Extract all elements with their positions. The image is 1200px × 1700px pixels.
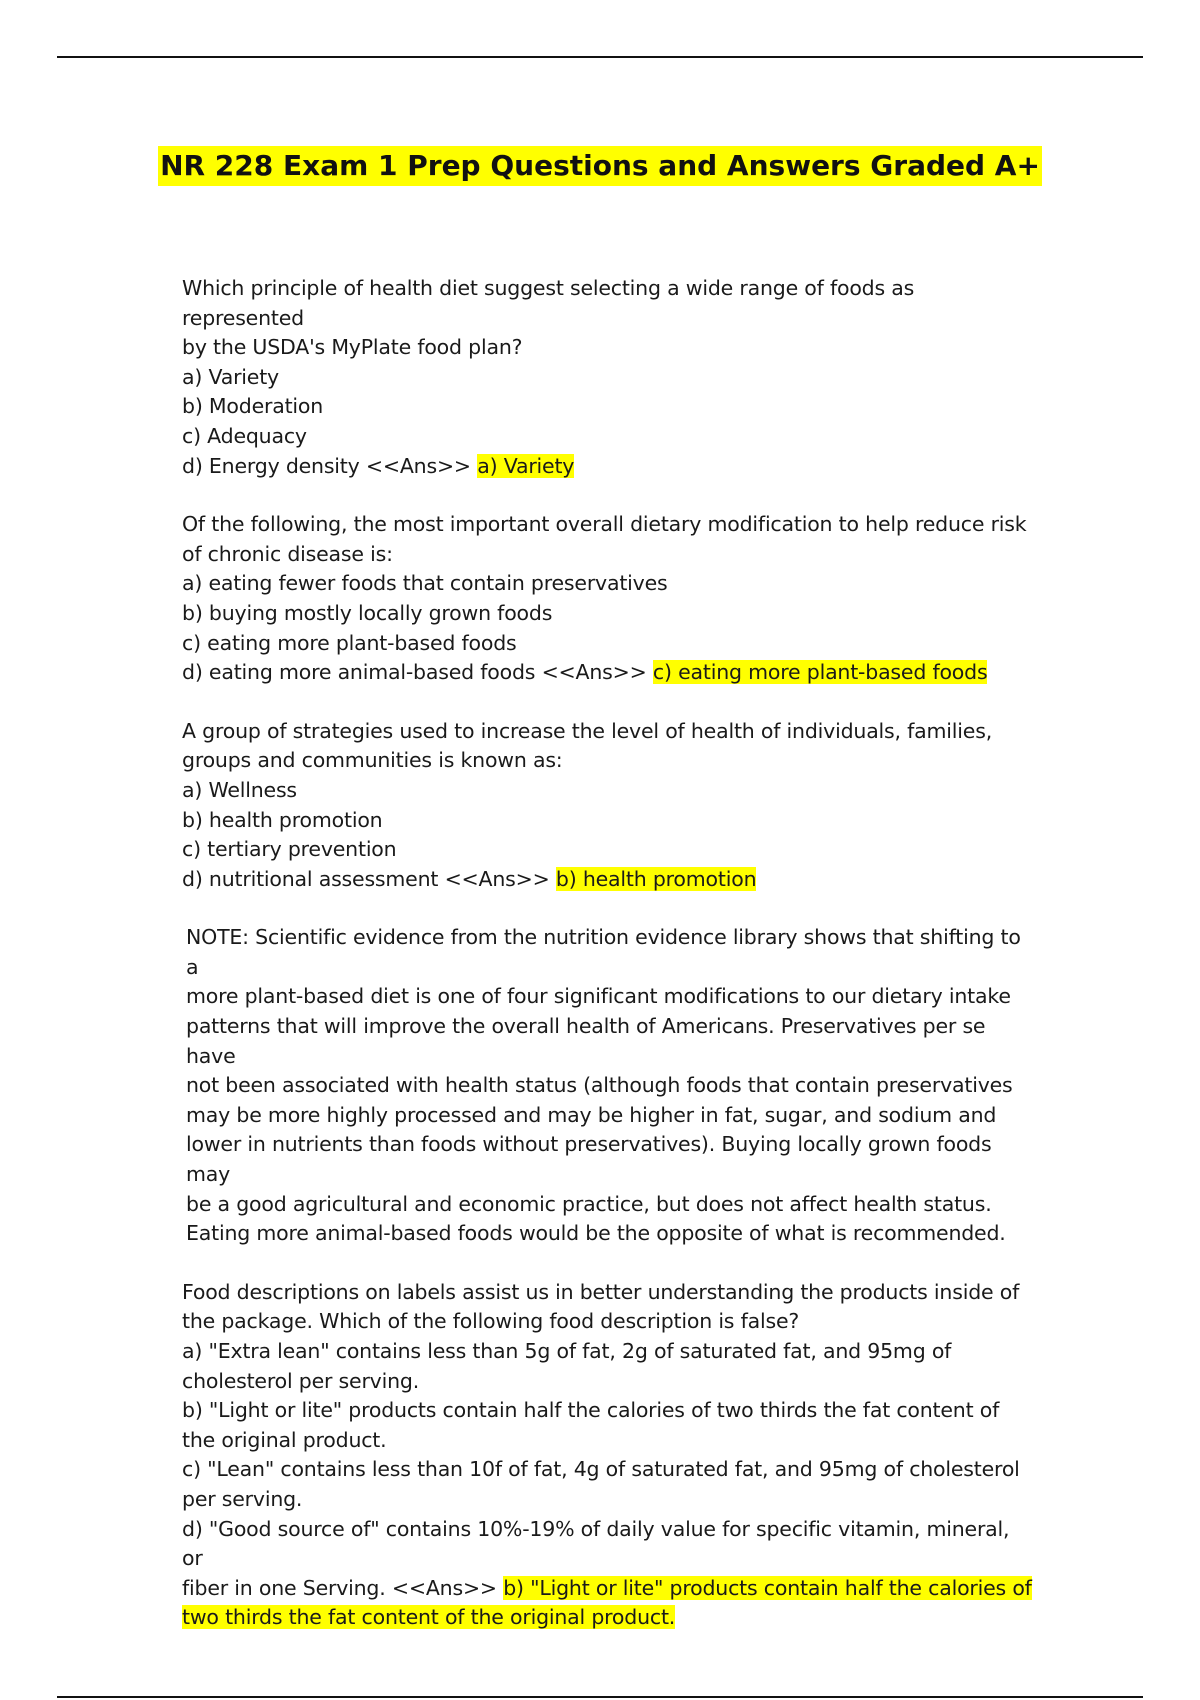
question-4-option-c-line-2: per serving. <box>182 1486 303 1511</box>
question-1-option-d-line <box>182 452 1032 482</box>
question-3-option-d-line <box>182 865 1032 895</box>
question-3-option-b: b) health promotion <box>182 807 383 832</box>
answer-marker: <<Ans>> <box>391 1575 497 1600</box>
question-2 <box>182 510 1032 688</box>
note-line-5: may be more highly processed and may be higher in fat, sugar, and sodium and <box>186 1102 997 1127</box>
question-1-option-b: b) Moderation <box>182 394 324 419</box>
question-4-option-a-line-1: a) "Extra lean" contains less than 5g of fat, 2g of saturated fat, and 95mg of <box>182 1339 952 1363</box>
answer-marker: <<Ans>> <box>444 866 550 891</box>
question-4-answer-line-2-row <box>182 1603 1032 1633</box>
question-2-stem-line-2: of chronic disease is: <box>182 541 393 566</box>
question-2-option-c: c) eating more plant-based foods <box>182 630 517 655</box>
note-line-7: be a good agricultural and economic practice, but does not affect health status. <box>186 1191 992 1216</box>
question-4-stem-line-2: the package. Which of the following food description is false? <box>182 1309 800 1334</box>
question-3-option-d: d) nutritional assessment <box>182 866 439 891</box>
answer-marker: <<Ans>> <box>365 453 471 478</box>
question-1-option-c: c) Adequacy <box>182 423 307 448</box>
question-1-option-a: a) Variety <box>182 364 279 389</box>
question-2-option-d-line <box>182 658 1032 688</box>
question-3-option-c: c) tertiary prevention <box>182 837 397 862</box>
question-2-answer: c) eating more plant-based foods <box>652 660 988 685</box>
question-1 <box>182 274 1032 481</box>
question-4-option-d-line-2: fiber in one Serving. <box>182 1575 386 1600</box>
note-line-3: patterns that will improve the overall health of Americans. Preservatives per se have <box>186 1014 986 1068</box>
question-4-answer-line-2: two thirds the fat content of the original product. <box>182 1605 676 1630</box>
question-4-option-d-line-1: d) "Good source of" contains 10%-19% of daily value for specific vitamin, mineral, or <box>182 1516 1010 1571</box>
note-line-1: NOTE: Scientific evidence from the nutrition evidence library shows that shifting to a <box>186 925 1021 979</box>
explanation-note <box>182 923 1032 1249</box>
question-1-option-d: d) Energy density <box>182 453 360 478</box>
answer-marker: <<Ans>> <box>541 660 647 685</box>
question-1-answer: a) Variety <box>477 453 575 478</box>
note-line-8: Eating more animal-based foods would be the opposite of what is recommended. <box>186 1221 1006 1246</box>
question-4-option-d-line-2-row <box>182 1574 1032 1604</box>
question-3 <box>182 717 1032 895</box>
note-line-6: lower in nutrients than foods without preservatives). Buying locally grown foods may <box>186 1132 992 1187</box>
question-4-option-b-line-2: the original product. <box>182 1427 387 1452</box>
document-title: NR 228 Exam 1 Prep Questions and Answers Graded A+ <box>158 146 1042 186</box>
bottom-rule <box>57 1696 1143 1698</box>
question-3-option-a: a) Wellness <box>182 777 297 802</box>
question-3-stem-line-1: A group of strategies used to increase the level of health of individuals, families, <box>182 718 993 743</box>
question-1-stem-line-2: by the USDA's MyPlate food plan? <box>182 335 523 360</box>
question-4-option-a-line-2: cholesterol per serving. <box>182 1368 420 1393</box>
question-4-stem-line-1: Food descriptions on labels assist us in better understanding the products inside of <box>182 1279 1020 1304</box>
question-2-option-b: b) buying mostly locally grown foods <box>182 600 553 625</box>
question-4 <box>182 1278 1032 1633</box>
note-line-2: more plant-based diet is one of four significant modifications to our dietary intake <box>186 984 1011 1009</box>
question-1-stem-line-1: Which principle of health diet suggest selecting a wide range of foods as represented <box>182 276 915 330</box>
document-body <box>182 274 1032 1662</box>
note-line-4: not been associated with health status (although foods that contain preservatives <box>186 1073 1013 1098</box>
question-4-option-c-line-1: c) "Lean" contains less than 10f of fat, 4g of saturated fat, and 95mg of cholesterol <box>182 1457 1020 1482</box>
question-2-stem-line-1: Of the following, the most important overall dietary modification to help reduce risk <box>182 512 1027 537</box>
question-3-answer: b) health promotion <box>555 866 757 891</box>
top-rule <box>57 56 1143 58</box>
question-4-answer-line-1: b) "Light or lite" products contain half the calories of <box>503 1575 1032 1600</box>
question-4-option-b-line-1: b) "Light or lite" products contain half the calories of two thirds the fat content of <box>182 1398 1000 1423</box>
question-2-option-a: a) eating fewer foods that contain preservatives <box>182 571 668 596</box>
title-container <box>0 146 1200 186</box>
question-3-stem-line-2: groups and communities is known as: <box>182 748 563 773</box>
question-2-option-d: d) eating more animal-based foods <box>182 660 536 685</box>
